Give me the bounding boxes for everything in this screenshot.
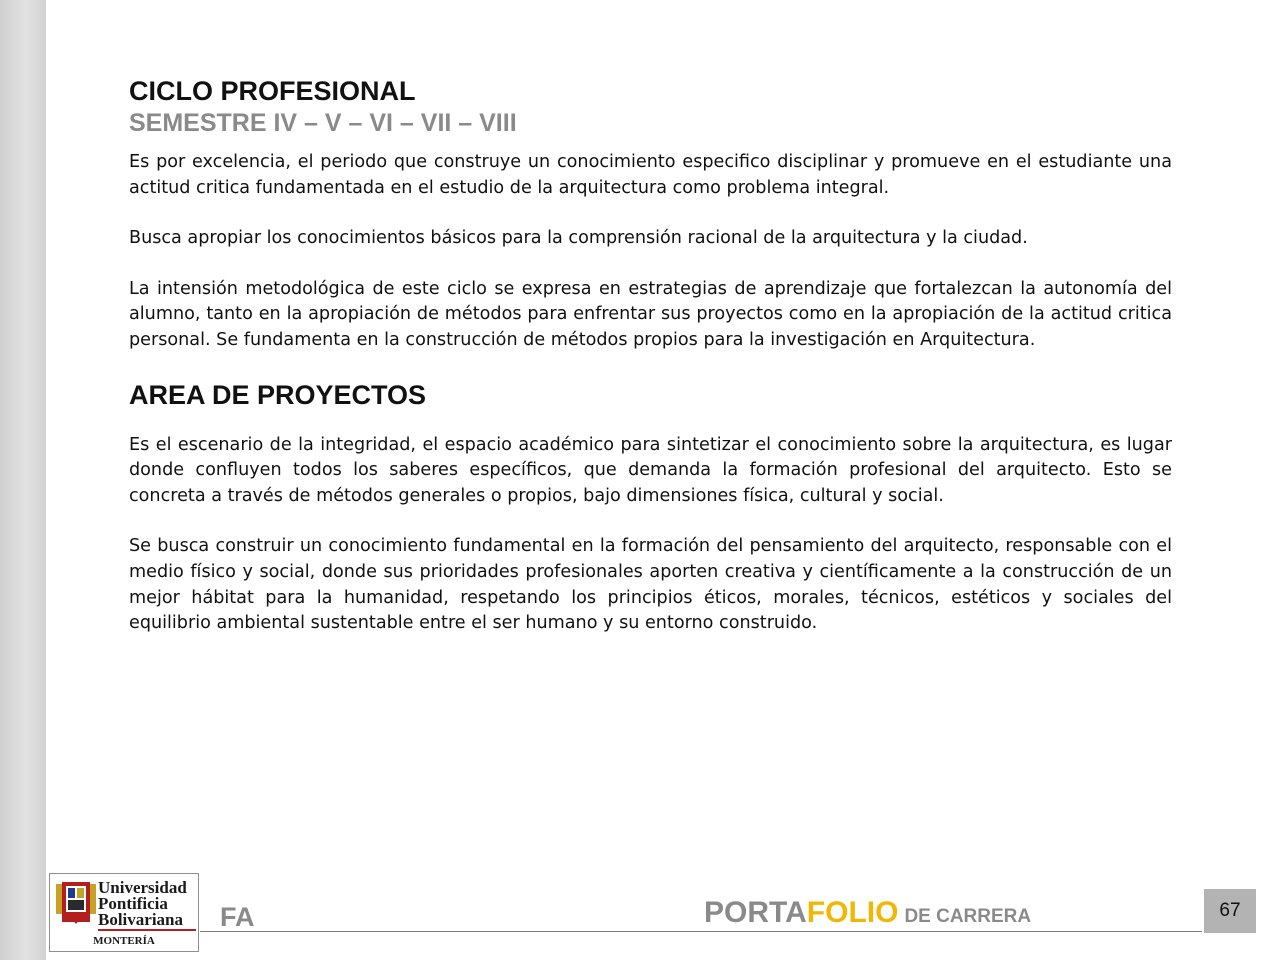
logo-wordmark [98,880,198,928]
paragraph-ciclo-1: Es por excelencia, el periodo que construye un conocimiento especifico disciplinar y promueve en el estudiante una actitud critica fundamentada en el estudio de la arquitectura como problema integral. [129,152,1172,198]
section-subtitle: SEMESTRE IV – V – VI – VII – VIII [129,109,517,137]
portafolio-brand [704,896,1031,930]
brand-folio: FOLIO [806,896,899,929]
logo-city: MONTERÍA [93,935,155,947]
footer-divider [200,931,1202,932]
area-title: AREA DE PROYECTOS [129,379,427,410]
logo-line-3: Bolivariana [98,910,184,929]
logo-line-2: Pontificia [98,894,168,913]
university-logo [49,873,199,952]
logo-line-1: Universidad [98,878,187,897]
brand-porta: PORTA [704,896,807,929]
crest-icon [54,880,98,926]
page-number: 67 [1204,889,1256,933]
paragraph-ciclo-3: La intensión metodológica de este ciclo se expresa en estrategias de aprendizaje que fortalezcan la autonomía del alumno, tanto en la apropiación de métodos para enfrentar sus proyectos como en la apropiación de la actitud critica personal. Se fundamenta en la construcción de métodos propios para la investigación en Arquitectura. [129,278,1172,350]
paragraph-ciclo-2: Busca apropiar los conocimientos básicos para la comprensión racional de la arquitectura y la ciudad. [129,228,1028,249]
page-content [129,76,1172,637]
faculty-abbreviation: FA [220,902,255,932]
left-side-bar [0,0,46,960]
paragraph-area-1: Es el escenario de la integridad, el espacio académico para sintetizar el conocimiento sobre la arquitectura, es lugar donde confluyen todos los saberes específicos, que demanda la formación profesional del arquitecto. Esto se concreta a través de métodos generales o propios, bajo dimensiones física, cultural y social. [129,434,1172,506]
brand-de-carrera: DE CARRERA [904,906,1032,927]
logo-underline [98,929,196,931]
section-title: CICLO PROFESIONAL [129,76,416,106]
paragraph-area-2: Se busca construir un conocimiento fundamental en la formación del pensamiento del arquitecto, responsable con el medio físico y social, donde sus prioridades profesionales aporten creativa y científicamente a la construcción de un mejor hábitat para la humanidad, respetando los principios éticos, morales, técnicos, estéticos y sociales del equilibrio ambiental sustentable entre el ser humano y su entorno construido. [129,536,1172,634]
